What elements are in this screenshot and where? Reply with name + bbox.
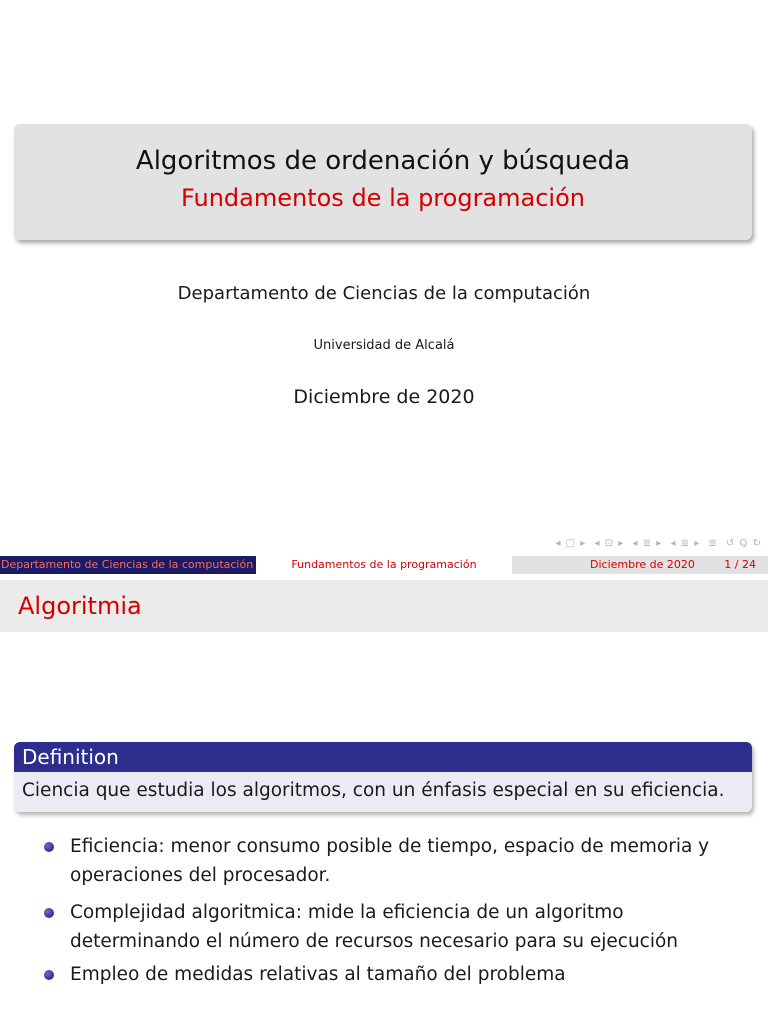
nav-subsection-list-icon[interactable]: ◂ ≣ ▸ (670, 538, 701, 549)
definition-header (14, 742, 752, 772)
bullet-line: Empleo de medidas relativas al tamaño del problema (70, 964, 566, 985)
definition-text: Ciencia que estudia los algoritmos, con un énfasis especial en su eficiencia. (22, 780, 725, 801)
bullet-line: determinando el número de recursos necesario para su ejecución (70, 931, 679, 952)
footer-author: Departamento de Ciencias de la computación (0, 556, 257, 574)
bullet-line: Complejidad algoritmica: mide la eficiencia de un algoritmo (70, 902, 624, 923)
definition-body (14, 772, 752, 812)
frame-title: Algoritmia (18, 592, 142, 620)
footer-title: Fundamentos de la programación (256, 556, 512, 574)
footer-info (512, 556, 768, 574)
presentation-title: Algoritmos de ordenación y búsqueda (135, 146, 631, 176)
page-number: 1 / 24 (724, 558, 756, 571)
definition-block (14, 742, 752, 812)
nav-toc-icon[interactable]: ≣ (708, 538, 718, 549)
bullet-icon (44, 908, 54, 918)
definition-title: Definition (22, 745, 119, 769)
author: Departamento de Ciencias de la computación (177, 283, 591, 304)
footer-date: Diciembre de 2020 (590, 558, 695, 571)
bullet-icon (44, 842, 54, 852)
footer (0, 556, 768, 574)
title-box (14, 124, 752, 240)
nav-search-icon[interactable]: ↺ Q ↻ (726, 538, 762, 549)
beamer-navigation (551, 538, 762, 549)
nav-section-icon[interactable]: ◂ ≣ ▸ (632, 538, 663, 549)
nav-subsection-icon[interactable]: ◂ ⊡ ▸ (594, 538, 625, 549)
institute: Universidad de Alcalá (313, 338, 455, 353)
frame-title-bar (0, 580, 768, 632)
bullet-line: Eficiencia: menor consumo posible de tiempo, espacio de memoria y (70, 836, 710, 857)
nav-frame-icon[interactable]: ◂ □ ▸ (555, 538, 587, 549)
bullet-line: operaciones del procesador. (70, 865, 331, 886)
presentation-date: Diciembre de 2020 (293, 386, 475, 408)
presentation-subtitle: Fundamentos de la programación (181, 184, 585, 212)
bullet-icon (44, 970, 54, 980)
